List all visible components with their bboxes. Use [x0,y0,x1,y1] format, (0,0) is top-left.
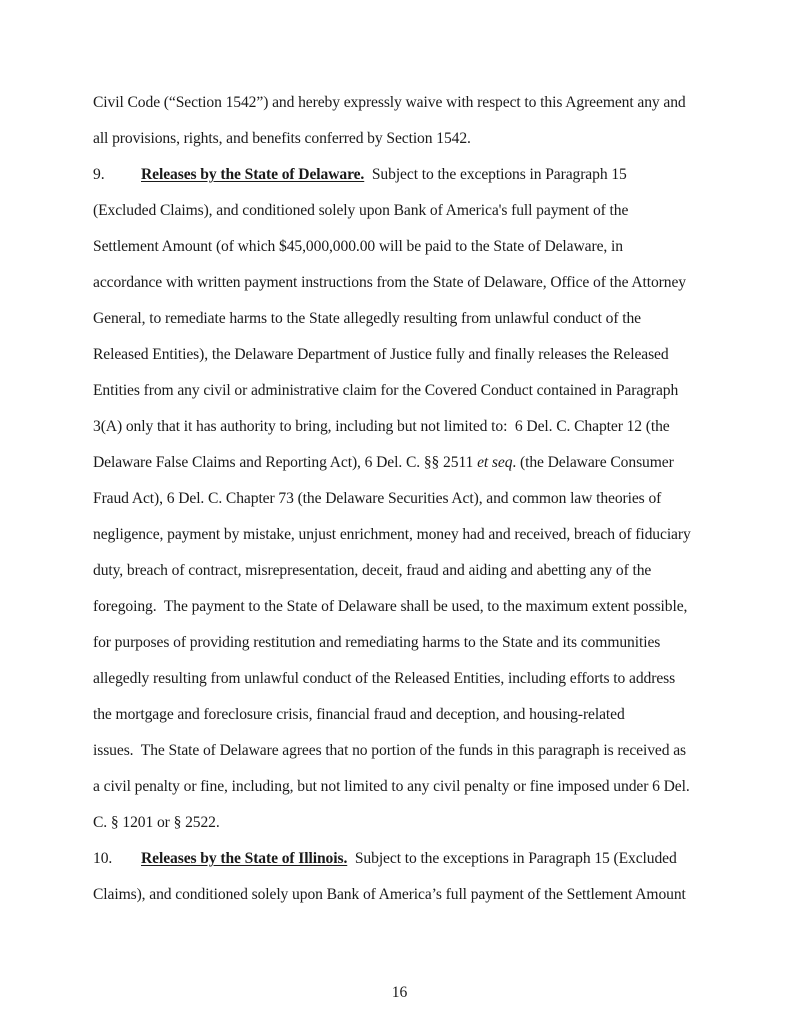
text-span: Delaware False Claims and Reporting Act), 6 Del. C. §§ 2511 [93,454,478,471]
page-number: 16 [391,984,408,1001]
text-line: issues. The State of Delaware agrees that no portion of the funds in this paragraph is received as [93,742,687,759]
text-line: Fraud Act), 6 Del. C. Chapter 73 (the Delaware Securities Act), and common law theories of [93,490,662,507]
section-heading-illinois: Releases by the State of Illinois. [141,850,348,867]
text-span: Subject to the exceptions in Paragraph 15 (Excluded [347,850,677,867]
text-line: for purposes of providing restitution and remediating harms to the State and its communities [93,634,661,651]
text-line: Claims), and conditioned solely upon Bank of America’s full payment of the Settlement Amount [93,886,686,903]
paragraph-number: 9. [93,166,105,183]
text-line: allegedly resulting from unlawful conduct of the Released Entities, including efforts to address [93,670,676,687]
text-span: . (the Delaware Consumer [512,454,674,471]
text-line: negligence, payment by mistake, unjust enrichment, money had and received, breach of fiduciary [93,526,691,543]
text-line: (Excluded Claims), and conditioned solely upon Bank of America's full payment of the [93,202,629,219]
text-line: Entities from any civil or administrative claim for the Covered Conduct contained in Paragraph [93,382,679,399]
text-line: foregoing. The payment to the State of Delaware shall be used, to the maximum extent possible, [93,598,688,615]
text-line: Civil Code (“Section 1542”) and hereby expressly waive with respect to this Agreement any and [93,94,686,111]
paragraph-9-first-line [93,163,627,187]
text-line: General, to remediate harms to the State allegedly resulting from unlawful conduct of the [93,310,641,327]
paragraph-number: 10. [93,850,113,867]
text-line: duty, breach of contract, misrepresentation, deceit, fraud and aiding and abetting any of the [93,562,652,579]
section-heading-delaware: Releases by the State of Delaware. [141,166,365,183]
text-line: 3(A) only that it has authority to bring, including but not limited to: 6 Del. C. Chapter 12 (the [93,418,670,435]
text-line [93,451,674,475]
text-line: accordance with written payment instructions from the State of Delaware, Office of the Attorney [93,274,686,291]
text-span: Subject to the exceptions in Paragraph 15 [364,166,627,183]
text-line: all provisions, rights, and benefits conferred by Section 1542. [93,130,471,147]
paragraph-10-first-line [93,847,677,871]
italic-text: et seq [477,454,513,471]
text-line: Settlement Amount (of which $45,000,000.00 will be paid to the State of Delaware, in [93,238,623,255]
text-line: a civil penalty or fine, including, but not limited to any civil penalty or fine imposed under 6 Del. [93,778,690,795]
text-line: Released Entities), the Delaware Department of Justice fully and finally releases the Released [93,346,669,363]
text-line: the mortgage and foreclosure crisis, financial fraud and deception, and housing-related [93,706,625,723]
text-line: C. § 1201 or § 2522. [93,814,220,831]
